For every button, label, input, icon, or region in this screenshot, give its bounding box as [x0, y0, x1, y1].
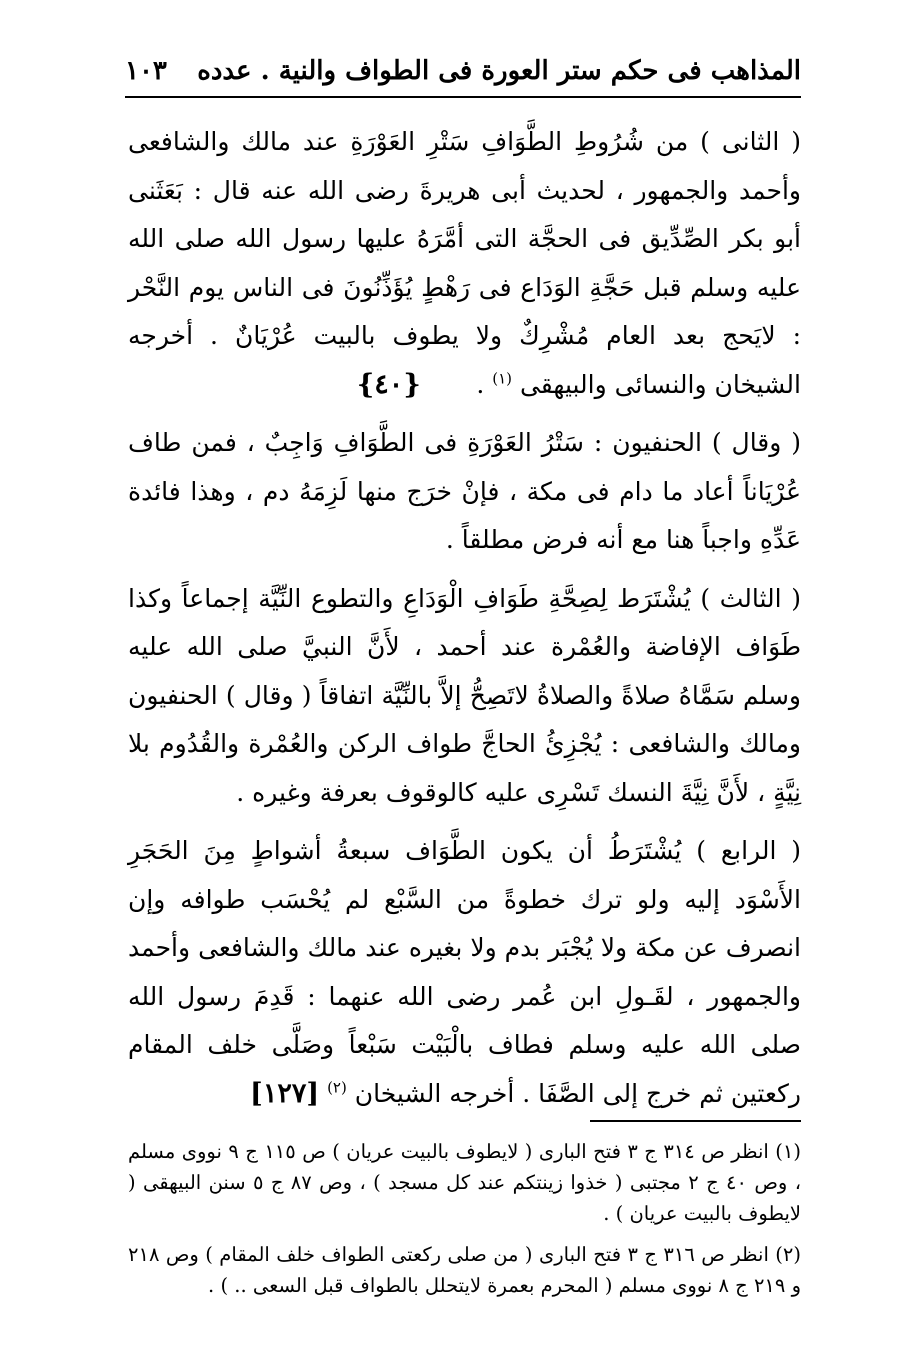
page-header	[125, 48, 801, 94]
footnote-ref-2[interactable]: (٢)	[327, 1078, 347, 1097]
paragraph-fourth-condition	[128, 827, 801, 1118]
paragraph-text: ( الثالث ) يُشْتَرَط لِصِحَّةِ طَوَافِ الْوَدَاعِ والتطوع النِّيَّة إجماعاً وكذا طَوَاف الإفاضة والعُمْرة عند أحمد ، لأَنَّ النبيَّ صلى الله عليه وسلم سَمَّاهُ صلاةً والصلاةُ لاتَصِحُّ إلاَّ بالنِّيَّة اتفاقاً ( وقال ) الحنفيون ومالك والشافعى : يُجْزِئُ الحاجَّ طواف الركن والعُمْرة والقُدُوم بلا نِيَّةٍ ، لأَنَّ نِيَّةَ النسك تَسْرِى عليه كالوقوف بعرفة وغيره .	[128, 583, 801, 807]
paragraph-third-condition	[128, 575, 801, 818]
running-title: المذاهب فى حكم ستر العورة فى الطواف والنية . عدده	[197, 56, 801, 86]
paragraph-text: ( الرابع ) يُشْتَرَطُ أن يكون الطَّوَاف سبعةُ أشواطٍ مِنَ الحَجَرِ الأَسْوَد إليه ولو ترك خطوةً من السَّبْع لم يُحْسَب طوافه وإن انصرف عن مكة ولا يُجْبَر بدم ولا بغيره عند مالك والشافعى وأحمد والجمهور ، لقَـولِ ابن عُمر رضى الله عنهما : قَدِمَ رسول الله صلى الله عليه وسلم فطاف بالْبَيْت سَبْعاً وصَلَّى خلف المقام ركعتين ثم خرج إلى الصَّفَا . أخرجه الشيخان	[128, 836, 801, 1108]
header-divider	[125, 96, 801, 98]
footnote-2: (٢) انظر ص ٣١٦ ج ٣ فتح البارى ( من صلى ركعتى الطواف خلف المقام ) وص ٢١٨ و ٢١٩ ج ٨ نووى مسلم ( المحرم بعمرة لايتحلل بالطواف قبل السعى .. ) .	[128, 1243, 801, 1297]
paragraph-hanafi-view	[128, 419, 801, 565]
main-text	[128, 118, 801, 1128]
page-number: ١٠٣	[125, 56, 167, 86]
paragraph-second-condition: ( الثانى ) من شُرُوطِ الطَّوَافِ سَتْرِ العَوْرَةِ عند مالك والشافعى وأحمد والجمهور ، لحديث أبى هريرةَ رضى الله عنه قال : بَعَثَنى أبو بكر الصِّدِّيق فى الحجَّة التى أمَّرَهُ عليها رسول الله صلى الله عليه وسلم قبل حَجَّةِ الوَدَاع فى رَهْطٍ يُؤَذِّنُونَ فى الناس يوم النَّحْر : لايَحج بعد العام مُشْرِكٌ ولا يطوف بالبيت عُرْيَانٌ . أخرجه الشيخان والنسائى والبيهقى $^{(١)}$ . {٤٠}	[128, 127, 801, 400]
hadith-number-badge: [١٢٧]	[250, 1077, 320, 1109]
footnote-divider	[590, 1120, 801, 1122]
hadith-number-badge: {٤٠}	[356, 368, 421, 400]
paragraph-text: ( وقال ) الحنفيون : سَتْرُ العَوْرَةِ فى الطَّوَافِ وَاجِبٌ ، فمن طاف عُرْيَاناً أعاد ما دام فى مكة ، فإنْ خرَج منها لَزِمَهُ دم ، وهذا فائدة عَدِّهِ واجباً هنا مع أنه فرض مطلقاً .	[128, 428, 801, 554]
footnote-ref-1[interactable]: (١)	[492, 369, 512, 388]
footnotes	[128, 1136, 801, 1311]
footnote-1: (١) انظر ص ٣١٤ ج ٣ فتح البارى ( لايطوف بالبيت عريان ) ص ١١٥ ج ٩ نووى مسلم ، وص ٤٠ ج ٢ مجتبى ( خذوا زينتكم عند كل مسجد ) ، وص ٨٧ ج ٥ سنن البيهقى ( لايطوف بالبيت عريان ) .	[128, 1140, 801, 1225]
paragraph-text: ( الثانى ) من شُرُوطِ الطَّوَافِ سَتْرِ العَوْرَةِ عند مالك والشافعى وأحمد والجمهور ، لحديث أبى هريرةَ رضى الله عنه قال : بَعَثَنى أبو بكر الصِّدِّيق فى الحجَّة التى أمَّرَهُ عليها رسول الله صلى الله عليه وسلم قبل حَجَّةِ الوَدَاع فى رَهْطٍ يُؤَذِّنُونَ فى الناس يوم النَّحْر : لايَحج بعد العام مُشْرِكٌ ولا يطوف بالبيت عُرْيَانٌ . أخرجه الشيخان والنسائى والبيهقى	[128, 127, 801, 399]
